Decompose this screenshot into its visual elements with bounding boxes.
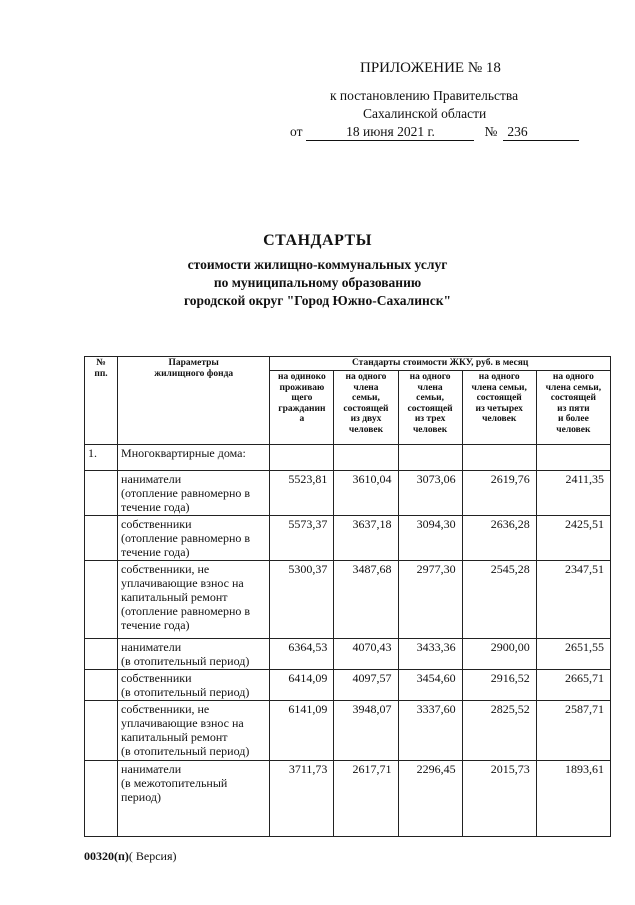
decree-number: 236: [503, 124, 579, 141]
row-value: 3073,06: [398, 471, 462, 516]
row-number-cell: [85, 670, 118, 701]
row-value: 2636,28: [462, 516, 536, 561]
document-title: СТАНДАРТЫ: [263, 232, 372, 249]
decree-date-line: [290, 123, 590, 141]
appendix-label: ПРИЛОЖЕНИЕ № 18: [360, 60, 501, 76]
row-value: 2977,30: [398, 561, 462, 639]
empty-cell: [334, 445, 398, 471]
row-value: 2900,00: [462, 639, 536, 670]
decree-date: 18 июня 2021 г.: [306, 124, 474, 141]
sub-header: на одного члена семьи, состоящей из трех человек: [398, 371, 462, 445]
row-value: 6141,09: [270, 701, 334, 761]
decree-line-1: к постановлению Правительства: [330, 88, 519, 103]
empty-cell: [270, 445, 334, 471]
standards-table: [84, 356, 611, 837]
row-value: 2619,76: [462, 471, 536, 516]
row-value: 2651,55: [536, 639, 610, 670]
row-number-cell: [85, 639, 118, 670]
row-value: 2617,71: [334, 761, 398, 837]
number-label: №: [484, 124, 498, 139]
row-param: собственники, не уплачивающие взнос на капитальный ремонт (в отопительный период): [118, 701, 270, 761]
row-number-cell: [85, 471, 118, 516]
empty-cell: [536, 445, 610, 471]
row-value: 4097,57: [334, 670, 398, 701]
row-value: 6414,09: [270, 670, 334, 701]
table-row: [85, 471, 611, 516]
row-value: 2825,52: [462, 701, 536, 761]
row-number-cell: [85, 516, 118, 561]
row-value: 5573,37: [270, 516, 334, 561]
row-value: 3454,60: [398, 670, 462, 701]
sub-header: на одного члена семьи, состоящей из четырех человек: [462, 371, 536, 445]
row-value: 3487,68: [334, 561, 398, 639]
subtitle-line-2: по муниципальному образованию: [213, 275, 422, 290]
row-value: 3433,36: [398, 639, 462, 670]
table-row: [85, 761, 611, 837]
document-version: ( Версия): [128, 849, 177, 863]
col-header-param: Параметры жилищного фонда: [118, 357, 270, 445]
from-label: от: [290, 124, 303, 139]
empty-cell: [462, 445, 536, 471]
decree-reference: [290, 87, 590, 141]
decree-line-2: Сахалинской области: [363, 106, 487, 121]
row-value: 2411,35: [536, 471, 610, 516]
row-value: 2296,45: [398, 761, 462, 837]
row-value: 3711,73: [270, 761, 334, 837]
table-row: [85, 670, 611, 701]
document-code: 00320(п): [84, 849, 129, 863]
row-param: собственники (отопление равномерно в течение года): [118, 516, 270, 561]
table-header-row: [85, 357, 611, 371]
section-number: 1.: [85, 445, 118, 471]
row-value: 2587,71: [536, 701, 610, 761]
row-value: 3337,60: [398, 701, 462, 761]
row-value: 2015,73: [462, 761, 536, 837]
section-row: [85, 445, 611, 471]
row-value: 2425,51: [536, 516, 610, 561]
row-number-cell: [85, 561, 118, 639]
row-param: наниматели (в межотопительный период): [118, 761, 270, 837]
row-value: 2545,28: [462, 561, 536, 639]
row-value: 2347,51: [536, 561, 610, 639]
document-footer: [84, 849, 177, 864]
row-param: собственники, не уплачивающие взнос на капитальный ремонт (отопление равномерно в течение года): [118, 561, 270, 639]
row-number-cell: [85, 701, 118, 761]
row-value: 3610,04: [334, 471, 398, 516]
row-value: 2665,71: [536, 670, 610, 701]
row-param: наниматели (отопление равномерно в течение года): [118, 471, 270, 516]
row-value: 3948,07: [334, 701, 398, 761]
row-param: наниматели (в отопительный период): [118, 639, 270, 670]
col-group-header: Стандарты стоимости ЖКУ, руб. в месяц: [270, 357, 611, 371]
row-value: 6364,53: [270, 639, 334, 670]
table-row: [85, 561, 611, 639]
row-value: 5300,37: [270, 561, 334, 639]
sub-header: на одиноко проживаю щего гражданин а: [270, 371, 334, 445]
col-header-number: № пп.: [85, 357, 118, 445]
row-value: 2916,52: [462, 670, 536, 701]
row-param: собственники (в отопительный период): [118, 670, 270, 701]
row-value: 1893,61: [536, 761, 610, 837]
sub-header: на одного члена семьи, состоящей из пяти и более человек: [536, 371, 610, 445]
table-row: [85, 639, 611, 670]
empty-cell: [398, 445, 462, 471]
sub-header: на одного члена семьи, состоящей из двух человек: [334, 371, 398, 445]
section-title: Многоквартирные дома:: [118, 445, 270, 471]
subtitle-line-3: городской округ "Город Южно-Сахалинск": [183, 293, 452, 308]
table-row: [85, 701, 611, 761]
row-value: 3637,18: [334, 516, 398, 561]
subtitle-line-1: стоимости жилищно-коммунальных услуг: [187, 257, 448, 272]
row-value: 3094,30: [398, 516, 462, 561]
row-value: 4070,43: [334, 639, 398, 670]
row-value: 5523,81: [270, 471, 334, 516]
table-row: [85, 516, 611, 561]
document-subtitle: [0, 256, 635, 310]
row-number-cell: [85, 761, 118, 837]
